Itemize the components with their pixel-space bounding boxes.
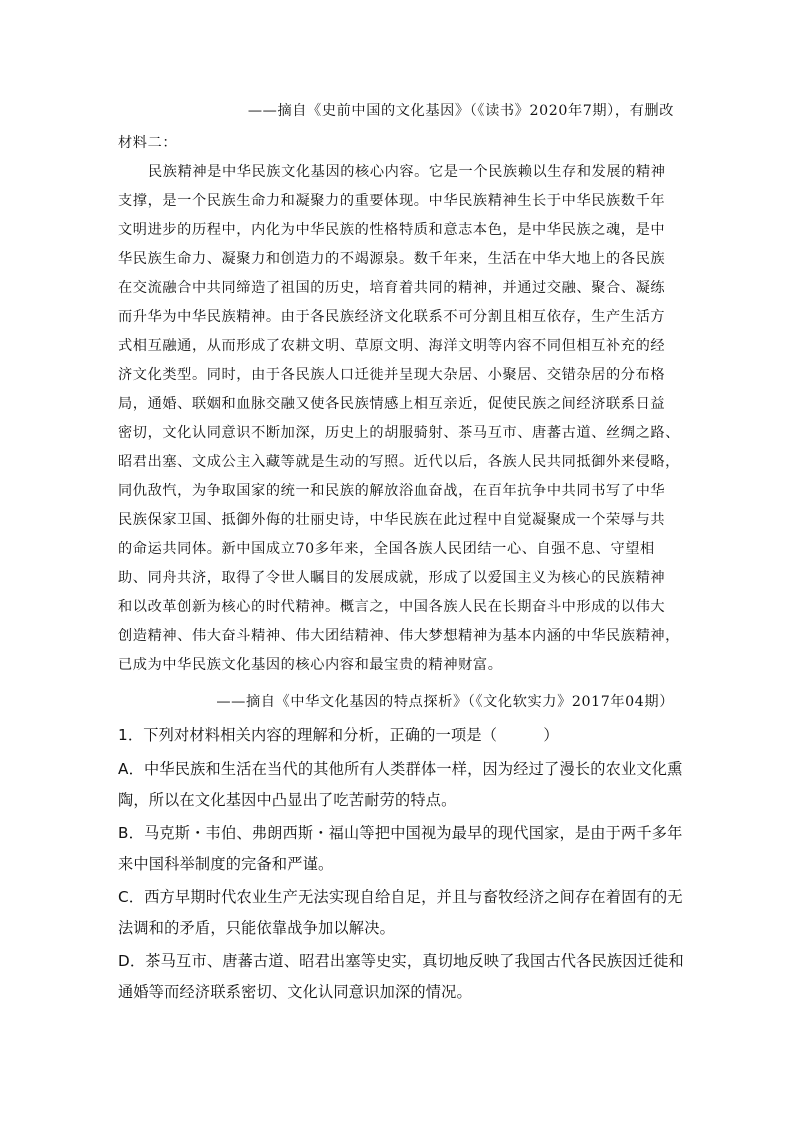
paragraph-line: 密切，文化认同意识不断加深，历史上的胡服骑射、茶马互市、唐蕃古道、丝绸之路、 — [118, 425, 680, 441]
paragraph-line: 华民族生命力、凝聚力和创造力的不竭源泉。数千年来，生活在中华大地上的各民族 — [118, 251, 666, 267]
paragraph-line: 民族精神是中华民族文化基因的核心内容。它是一个民族赖以生存和发展的精神 — [148, 164, 666, 180]
material-2-label: 材料二： — [118, 135, 178, 151]
paragraph-line: 和以改革创新为核心的时代精神。概言之，中国各族人民在长期奋斗中形成的以伟大 — [118, 599, 666, 615]
paragraph-line: 助、同舟共济，取得了令世人瞩目的发展成就，形成了以爱国主义为核心的民族精神 — [118, 570, 666, 586]
paragraph-line: 济文化类型。同时，由于各民族人口迁徙并呈现大杂居、小聚居、交错杂居的分布格 — [118, 367, 666, 383]
paragraph-line: 的命运共同体。新中国成立70多年来，全国各族人民团结一心、自强不息、守望相 — [118, 541, 655, 557]
paragraph-line: 已成为中华民族文化基因的核心内容和最宝贵的精神财富。 — [118, 657, 503, 673]
option-line: 陶，所以在文化基因中凸显出了吃苦耐劳的特点。 — [118, 791, 457, 809]
option-line: 来中国科举制度的完备和严谨。 — [118, 855, 334, 873]
option-line: D．茶马互市、唐蕃古道、昭君出塞等史实，真切地反映了我国古代各民族因迁徙和 — [118, 952, 684, 970]
paragraph-line: 文明进步的历程中，内化为中华民族的性格特质和意志本色，是中华民族之魂，是中 — [118, 222, 666, 238]
paragraph-line: 同仇敌忾，为争取国家的统一和民族的解放浴血奋战，在百年抗争中共同书写了中华 — [118, 483, 666, 499]
paragraph-line: 创造精神、伟大奋斗精神、伟大团结精神、伟大梦想精神为基本内涵的中华民族精神， — [118, 628, 680, 644]
paragraph-line: 在交流融合中共同缔造了祖国的历史，培育着共同的精神，并通过交融、聚合、凝练 — [118, 280, 666, 296]
paragraph-line: 昭君出塞、文成公主入藏等就是生动的写照。近代以后，各族人民共同抵御外来侵略， — [118, 454, 680, 470]
source-citation-2: ——摘自《中华文化基因的特点探析》（《文化软实力》2017年04期） — [216, 694, 674, 710]
option-line: 法调和的矛盾，只能依靠战争加以解决。 — [118, 919, 395, 937]
paragraph-line: 民族保家卫国、抵御外侮的壮丽史诗，中华民族在此过程中自觉凝聚成一个荣辱与共 — [118, 512, 666, 528]
question-stem: 1．下列对材料相关内容的理解和分析，正确的一项是（ ） — [118, 726, 559, 744]
paragraph-line: 支撑，是一个民族生命力和凝聚力的重要体现。中华民族精神生长于中华民族数千年 — [118, 193, 666, 209]
paragraph-line: 式相互融通，从而形成了农耕文明、草原文明、海洋文明等内容不同但相互补充的经 — [118, 338, 666, 354]
paragraph-line: 局，通婚、联姻和血脉交融又使各民族情感上相互亲近，促使民族之间经济联系日益 — [118, 396, 666, 412]
option-line: 通婚等而经济联系密切、文化认同意识加深的情况。 — [118, 983, 472, 1001]
option-line: B．马克斯・韦伯、弗朗西斯・福山等把中国视为最早的现代国家，是由于两千多年 — [118, 824, 683, 842]
source-citation-1: ——摘自《史前中国的文化基因》（《读书》2020年7期），有删改 — [247, 103, 674, 119]
option-line: C．西方早期时代农业生产无法实现自给自足，并且与畜牧经济之间存在着固有的无 — [118, 888, 683, 906]
paragraph-line: 而升华为中华民族精神。由于各民族经济文化联系不可分割且相互依存，生产生活方 — [118, 309, 666, 325]
option-line: A．中华民族和生活在当代的其他所有人类群体一样，因为经过了漫长的农业文化熏 — [118, 760, 683, 778]
